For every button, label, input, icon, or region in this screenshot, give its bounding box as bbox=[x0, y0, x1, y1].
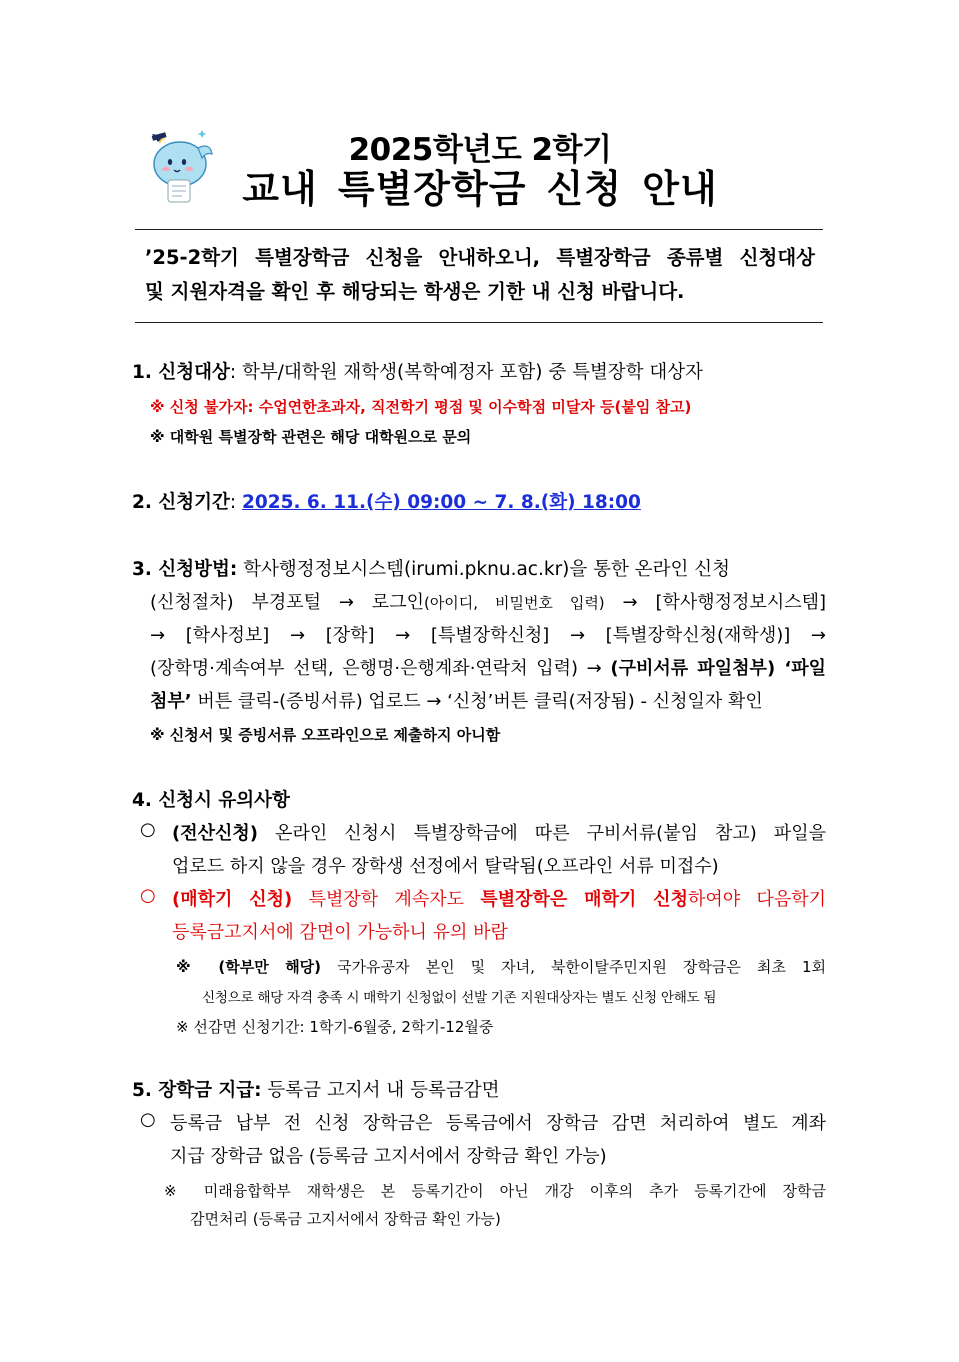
section-2-colon: : bbox=[229, 492, 242, 513]
intro-line-1: ’25-2학기 특별장학금 신청을 안내하오니, 특별장학금 종류별 신청대상 bbox=[145, 246, 815, 269]
divider-top bbox=[135, 229, 823, 230]
section-2 bbox=[132, 488, 641, 514]
procedure-line-3 bbox=[150, 654, 826, 680]
bullet-payment-mark: ○ bbox=[140, 1109, 156, 1130]
bullet-online-label: (전산신청) bbox=[172, 823, 259, 844]
title-line-1: 2025학년도 2학기 bbox=[348, 132, 612, 168]
section-3-heading: 3. 신청방법: bbox=[132, 559, 238, 580]
bullet-online-mark: ○ bbox=[140, 819, 156, 840]
procedure-upload: 버튼 클릭-(증빙서류) 업로드 → ‘신청’버튼 클릭(저장됨) - 신청일자 확인 bbox=[191, 691, 763, 712]
section-1 bbox=[132, 358, 703, 384]
bullet-online-text: 온라인 신청시 특별장학금에 따른 구비서류(붙임 참고) 파일을 bbox=[258, 823, 826, 844]
procedure-attach-bold: (구비서류 파일첨부) ‘파일 bbox=[610, 658, 826, 679]
procedure-input: (장학명·계속여부 선택, 은행명·은행계좌·연락처 입력) → bbox=[150, 658, 611, 679]
bullet-payment-line-2: 지급 장학금 없음 (등록금 고지서에서 장학금 확인 가능) bbox=[170, 1146, 607, 1167]
bullet-online-line-2: 업로드 하지 않을 경우 장학생 선정에서 탈락됨(오프라인 서류 미접수) bbox=[172, 856, 719, 877]
note-undergrad-text: 국가유공자 본인 및 자녀, 북한이탈주민지원 장학금은 최초 1회 bbox=[321, 958, 826, 976]
intro-line-2: 및 지원자격을 확인 후 해당되는 학생은 기한 내 신청 바랍니다. bbox=[145, 280, 685, 303]
bullet-payment: 등록금 납부 전 신청 장학금은 등록금에서 장학금 감면 처리하여 별도 계좌 bbox=[170, 1113, 826, 1134]
bullet-online bbox=[172, 819, 826, 845]
bullet-every-term-mark: ○ bbox=[140, 885, 156, 906]
procedure-line-1 bbox=[150, 588, 826, 614]
section-5-heading: 5. 장학금 지급: bbox=[132, 1080, 262, 1101]
bullet-every-term-label: (매학기 신청) bbox=[172, 889, 293, 910]
section-3 bbox=[132, 555, 730, 581]
section-1-note-graduate: ※ 대학원 특별장학 관련은 해당 대학원으로 문의 bbox=[150, 428, 472, 446]
bullet-every-term bbox=[172, 885, 826, 911]
whale-mascot-icon bbox=[136, 124, 220, 208]
note-pre-reduction-period: ※ 선감면 신청기간: 1학기-6월중, 2학기-12월중 bbox=[176, 1018, 494, 1036]
section-3-text: 학사행정정보시스템(irumi.pknu.ac.kr)을 통한 온라인 신청 bbox=[237, 559, 731, 580]
procedure-attach-end: 첨부’ bbox=[150, 691, 192, 712]
section-1-heading: 1. 신청대상 bbox=[132, 362, 230, 383]
section-4-heading: 4. 신청시 유의사항 bbox=[132, 790, 290, 811]
bullet-every-term-text-2: 하여야 다음학기 bbox=[687, 889, 826, 910]
section-5 bbox=[132, 1076, 500, 1102]
procedure-line-4 bbox=[150, 687, 763, 713]
bullet-every-term-emphasis: 특별장학은 매학기 신청 bbox=[480, 889, 688, 910]
note-undergrad-line-2: 신청으로 해당 자격 충족 시 매학기 신청없이 선발 기존 지원대상자는 별도 신청 안해도 됨 bbox=[202, 990, 717, 1006]
procedure-portal: (신청절차) 부경포털 → 로그인 bbox=[150, 592, 424, 613]
section-3-note: ※ 신청서 및 증빙서류 오프라인으로 제출하지 아니함 bbox=[150, 726, 501, 744]
intro-paragraph bbox=[145, 241, 815, 309]
note-undergrad-label: ※ (학부만 해당) bbox=[176, 958, 322, 976]
bullet-every-term-text: 특별장학 계속자도 bbox=[292, 889, 481, 910]
bullet-every-term-line-2: 등록금고지서에 감면이 가능하니 유의 바람 bbox=[172, 922, 508, 943]
note-future-convergence: ※ 미래융합학부 재학생은 본 등록기간이 아닌 개강 이후의 추가 등록기간에 장학금 bbox=[164, 1182, 826, 1200]
section-1-text: : 학부/대학원 재학생(복학예정자 포함) 중 특별장학 대상자 bbox=[229, 362, 704, 383]
divider-bottom bbox=[135, 322, 823, 323]
section-1-note-ineligible: ※ 신청 불가자: 수업연한초과자, 직전학기 평점 및 이수학점 미달자 등(붙임 참고) bbox=[150, 398, 692, 416]
note-undergrad-only bbox=[176, 956, 826, 977]
procedure-line-2: → [학사정보] → [장학] → [특별장학신청] → [특별장학신청(재학생)] → bbox=[150, 625, 826, 646]
section-5-text: 등록금 고지서 내 등록금감면 bbox=[261, 1080, 500, 1101]
procedure-system: → [학사행정정보시스템] bbox=[604, 592, 827, 613]
note-future-convergence-line-2: 감면처리 (등록금 고지서에서 장학금 확인 가능) bbox=[190, 1210, 501, 1228]
application-period: 2025. 6. 11.(수) 09:00 ~ 7. 8.(화) 18:00 bbox=[241, 492, 641, 513]
procedure-login-hint: (아이디, 비밀번호 입력) bbox=[423, 594, 605, 612]
section-2-heading: 2. 신청기간 bbox=[132, 492, 230, 513]
title-line-2: 교내 특별장학금 신청 안내 bbox=[242, 167, 718, 211]
